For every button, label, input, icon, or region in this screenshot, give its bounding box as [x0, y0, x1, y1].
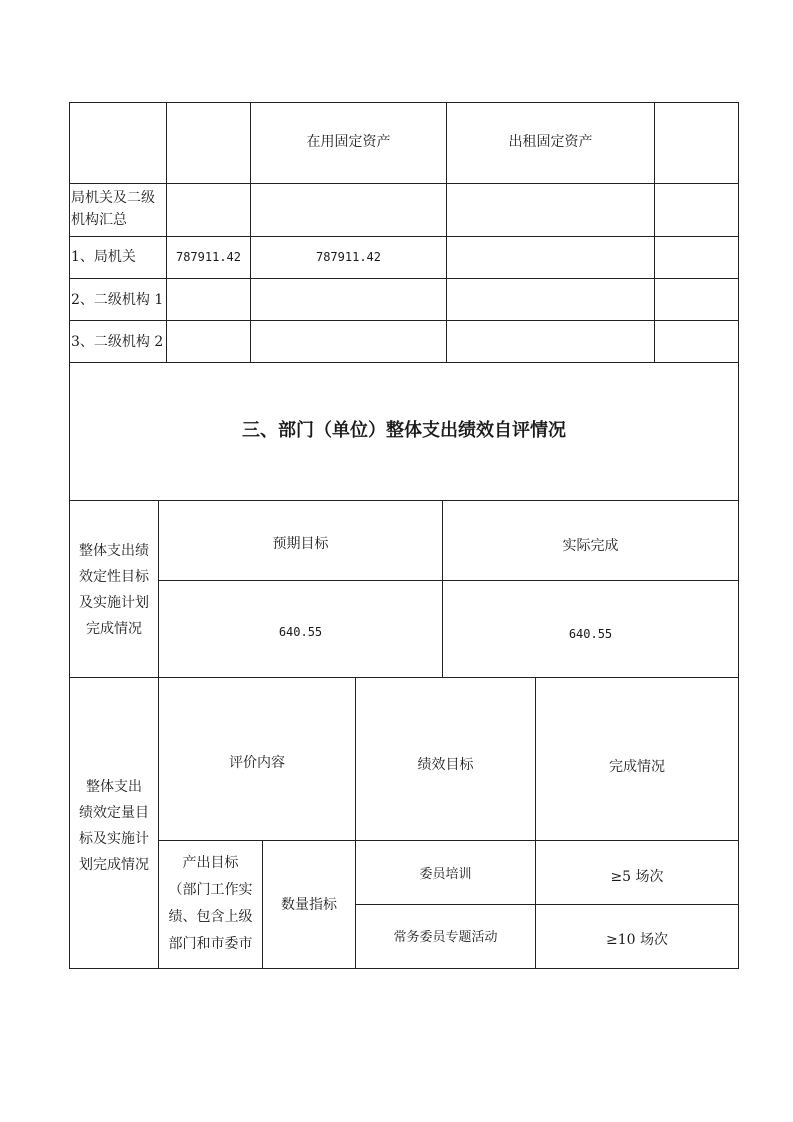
col-divider [738, 102, 739, 362]
quant-label-line2: 绩效定量目 [79, 805, 149, 821]
row-bureau-in-use: 787911.42 [315, 250, 382, 264]
section-border-right [738, 362, 739, 501]
item-completion-special-activity: ≥10 场次 [606, 932, 668, 948]
expected-target-header: 预期目标 [272, 536, 329, 552]
quantity-indicator: 数量指标 [281, 897, 337, 913]
qual-label-line3: 及实施计划 [79, 595, 149, 611]
actual-completion-header: 实际完成 [562, 538, 619, 554]
header-in-use-assets: 在用固定资产 [306, 134, 391, 150]
item-target-special-activity: 常务委员专题活动 [393, 930, 498, 945]
qual-label-line4: 完成情况 [86, 621, 142, 637]
qual-border-left [69, 500, 70, 678]
header-performance-target: 绩效目标 [417, 757, 474, 773]
row-secondary-2-label: 3、二级机构 2 [71, 334, 164, 350]
quant-col-divider [355, 677, 356, 969]
item-completion-training: ≥5 场次 [610, 869, 664, 885]
quant-header-divider [158, 840, 739, 841]
row-bureau-label: 1、局机关 [71, 249, 136, 265]
qual-border-right [738, 500, 739, 678]
col-divider [166, 102, 167, 362]
output-target-line4: 部门和市委市 [168, 936, 253, 952]
quant-border-bottom [69, 968, 739, 969]
col-divider [69, 102, 70, 362]
row-bureau-total: 787911.42 [175, 250, 242, 264]
item-target-training: 委员培训 [419, 867, 472, 882]
qual-label-line2: 效定性目标 [79, 569, 149, 585]
col-divider [654, 102, 655, 362]
qual-mid-divider [442, 500, 443, 678]
output-target-line2: （部门工作实 [168, 882, 253, 898]
header-completion-status: 完成情况 [609, 759, 665, 775]
row-secondary-1-label: 2、二级机构 1 [71, 292, 164, 308]
row-divider [69, 183, 739, 184]
output-target-line1: 产出目标 [182, 855, 239, 871]
qual-label-line1: 整体支出绩 [79, 543, 149, 559]
actual-completion-value: 640.55 [568, 627, 613, 641]
section-border-bottom [69, 500, 739, 501]
quant-col-divider [535, 677, 536, 969]
row-summary-label-line1: 局机关及二级 [71, 190, 155, 206]
table-border-top [69, 102, 739, 103]
row-divider [69, 236, 739, 237]
row-divider [69, 320, 739, 321]
quant-label-line1: 整体支出 [86, 779, 142, 795]
quant-border-right [738, 677, 739, 969]
row-divider [69, 278, 739, 279]
header-evaluation-content: 评价内容 [229, 755, 285, 771]
quant-label-line4: 划完成情况 [79, 857, 149, 873]
row-divider [69, 362, 739, 363]
scan-mark [3, 782, 6, 792]
qual-border-bottom [69, 677, 739, 678]
row-summary-label-line2: 机构汇总 [71, 212, 127, 228]
quant-item-divider [355, 904, 739, 905]
header-rented-assets: 出租固定资产 [508, 134, 593, 150]
expected-target-value: 640.55 [278, 625, 323, 639]
quant-label-line3: 标及实施计 [79, 831, 149, 847]
section-title: 三、部门（单位）整体支出绩效自评情况 [242, 420, 566, 441]
qual-row-divider [158, 580, 739, 581]
qual-label-divider [158, 500, 159, 678]
output-target-line3: 绩、包含上级 [168, 909, 253, 925]
